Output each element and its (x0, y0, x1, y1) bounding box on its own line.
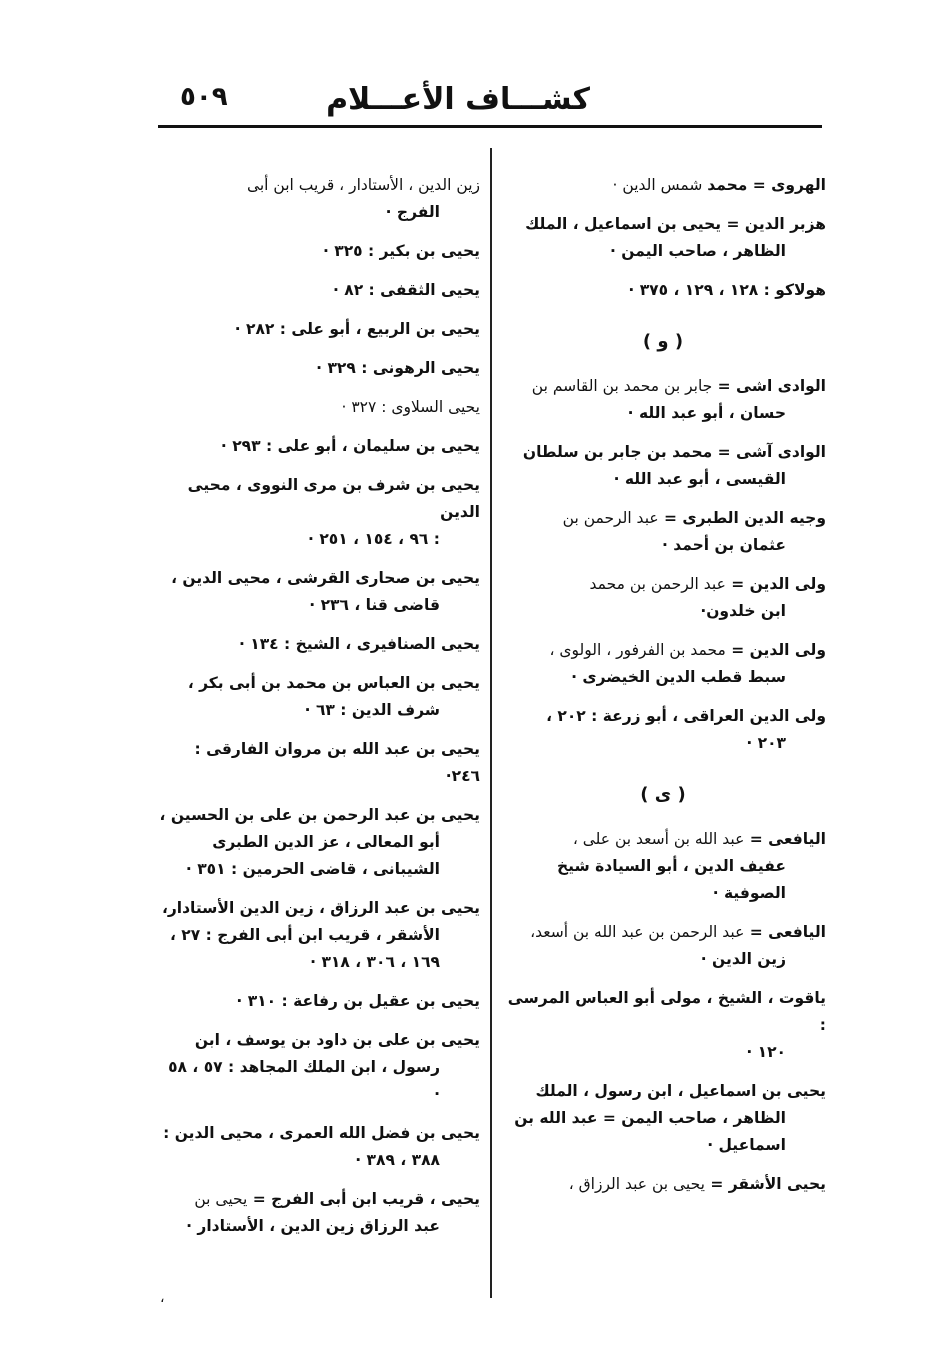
index-entry (500, 637, 826, 691)
entry-continuation: زين الدين · (700, 950, 786, 968)
entry-heading: يحيى ، قريب ابن أبى الفرج = (247, 1190, 480, 1208)
entry-continuation: عثمان بن أحمد · (661, 536, 786, 554)
entry-continuation: الفرج · (385, 203, 440, 221)
header-rule (158, 125, 822, 128)
entry-heading: يحيى بن العباس بن محمد بن أبى بكر ، (187, 674, 480, 692)
index-entry (158, 433, 480, 460)
index-entry (500, 571, 826, 625)
entry-heading: يحيى الرهونى : ٣٢٩ · (316, 359, 480, 377)
index-entry (158, 277, 480, 304)
index-entry (158, 172, 480, 226)
entry-continuation: ١٢٠ · (746, 1043, 786, 1061)
index-entry (158, 802, 480, 883)
index-entry (500, 985, 826, 1066)
entry-text: عبد الرحمن بن محمد (589, 575, 726, 593)
entry-heading: يحيى الثقفى : ٨٢ · (332, 281, 480, 299)
entry-heading: وجيه الدين الطبرى = (658, 509, 826, 527)
index-entry (158, 1186, 480, 1240)
index-entry (158, 988, 480, 1015)
entry-continuation: : ٩٦ ، ١٥٤ ، ٢٥١ · (308, 530, 440, 548)
entry-heading: يحيى بن فضل الله العمرى ، محيى الدين : (163, 1124, 480, 1142)
entry-text: يحيى السلاوى : ٣٢٧ · (341, 398, 480, 416)
entry-heading: الوادى اشى = (712, 377, 826, 395)
entry-heading: يحيى بن على بن داود بن يوسف ، ابن (194, 1031, 480, 1049)
right-column (500, 172, 826, 1210)
index-entry (158, 355, 480, 382)
index-entry (500, 373, 826, 427)
index-entry (158, 472, 480, 553)
entry-continuation: ٣٨٨ ، ٣٨٩ · (355, 1151, 440, 1169)
entry-heading: يحيى بن الربيع ، أبو على : ٢٨٢ · (234, 320, 480, 338)
entry-heading: يحيى بن اسماعيل ، ابن رسول ، الملك (535, 1082, 826, 1100)
entry-continuation: أبو المعالى ، عز الدين الطبرى الشيبانى ، قاضى الحرمين : ٣٥١ · (185, 833, 440, 878)
index-entry (158, 316, 480, 343)
stray-mark: ، (160, 1290, 165, 1306)
index-entry (500, 172, 826, 199)
entry-heading: اليافعى = (744, 830, 826, 848)
section-heading-waw: ( و ) (642, 331, 684, 352)
entry-text: محمد بن الفرفور ، الولوى ، (549, 641, 726, 659)
entry-heading: يحيى بن شرف بن مرى النووى ، محيى الدين (187, 476, 480, 521)
index-entry (158, 1120, 480, 1174)
index-entry (158, 670, 480, 724)
entry-heading: يحيى بن عبد الرزاق ، زين الدين الأستادار، (161, 899, 480, 917)
entry-continuation: القيسى ، أبو عبد الله · (613, 470, 786, 488)
left-column (158, 172, 480, 1252)
index-entry (158, 565, 480, 619)
entry-heading: يحيى بن عقيل بن رفاعة : ٣١٠ · (236, 992, 480, 1010)
entry-heading: ولى الدين = (725, 641, 826, 659)
index-entry (500, 919, 826, 973)
entry-text: شمس الدين · (612, 176, 708, 194)
entry-text: عبد الله بن أسعد بن على ، (572, 830, 745, 848)
entry-text: عبد الرحمن بن عبد الله بن أسعد، (530, 923, 745, 941)
index-entry (158, 394, 480, 421)
entry-continuation: الظاهر ، صاحب اليمن · (610, 242, 786, 260)
column-divider (490, 148, 492, 1298)
entry-continuation: ٢٠٣ · (746, 734, 786, 752)
entry-text: جابر بن محمد بن القاسم بن (531, 377, 713, 395)
entry-text: عبد الرحمن بن (562, 509, 659, 527)
page-header (160, 80, 820, 120)
index-entry (500, 1171, 826, 1198)
entry-heading: يحيى بن عبد الله بن مروان الفارقى : ٢٤٦· (194, 740, 480, 785)
entry-heading: يحيى الأشقر = (704, 1175, 826, 1193)
index-entry (158, 736, 480, 790)
entry-heading: ياقوت ، الشيخ ، مولى أبو العباس المرسى : (507, 989, 826, 1034)
entry-heading: اليافعى = (744, 923, 826, 941)
entry-text: يحيى بن (194, 1190, 248, 1208)
entry-text: يحيى بن عبد الرزاق ، (568, 1175, 705, 1193)
entry-heading: هولاكو : ١٢٨ ، ١٢٩ ، ٣٧٥ · (628, 281, 826, 299)
entry-continuation: حسان ، أبو عبد الله · (627, 404, 786, 422)
entry-heading: الهروى = محمد (707, 176, 826, 194)
index-entry (500, 439, 826, 493)
entry-heading: يحيى بن صحارى القرشى ، محيى الدين ، (171, 569, 480, 587)
entry-continuation: رسول ، ابن الملك المجاهد : ٥٧ ، ٥٨ · (168, 1058, 440, 1103)
index-entry (500, 1078, 826, 1159)
entry-heading: يحيى بن سليمان ، أبو على : ٢٩٣ · (220, 437, 480, 455)
entry-continuation: سبط قطب الدين الخيضرى · (571, 668, 786, 686)
entry-heading: ولى الدين = (725, 575, 826, 593)
index-entry (500, 505, 826, 559)
entry-continuation: عفيف الدين ، أبو السيادة شيخ الصوفية · (556, 857, 786, 902)
entry-heading: يحيى بن بكير : ٣٢٥ · (322, 242, 480, 260)
index-entry (158, 631, 480, 658)
entry-continuation: الظاهر ، صاحب اليمن = عبد الله بن اسماعيل · (514, 1109, 786, 1154)
section-heading-ya: ( ى ) (640, 784, 686, 805)
entry-continuation: شرف الدين : ٦٣ · (304, 701, 440, 719)
index-entry (500, 211, 826, 265)
entry-text: زين الدين ، الأستادار ، قريب ابن أبى (246, 176, 480, 194)
index-entry (500, 277, 826, 304)
index-entry (158, 238, 480, 265)
page-title: كشـــاف الأعـــلام (326, 82, 590, 117)
index-entry (500, 703, 826, 757)
entry-heading: الوادى آشى = محمد بن جابر بن سلطان (522, 443, 826, 461)
entry-heading: يحيى بن عبد الرحمن بن على بن الحسين ، (159, 806, 480, 824)
entry-continuation: عبد الرزاق زين الدين ، الأستادار · (186, 1217, 440, 1235)
page-number: ٥٠٩ (180, 82, 228, 112)
index-entry (500, 826, 826, 907)
entry-continuation: الأشقر ، قريب ابن أبى الفرج : ٢٧ ، ١٦٩ ، ٣٠٦ ، ٣١٨ · (170, 926, 440, 971)
entry-heading: يحيى الصنافيرى ، الشيخ : ١٣٤ · (238, 635, 480, 653)
index-entry (158, 1027, 480, 1108)
entry-heading: هزبر الدين = يحيى بن اسماعيل ، الملك (525, 215, 826, 233)
entry-heading: ولى الدين العراقى ، أبو زرعة : ٢٠٢ ، (546, 707, 826, 725)
entry-continuation: قاضى قنا ، ٢٣٦ · (309, 596, 440, 614)
entry-continuation: ابن خلدون· (700, 602, 786, 620)
index-entry (158, 895, 480, 976)
